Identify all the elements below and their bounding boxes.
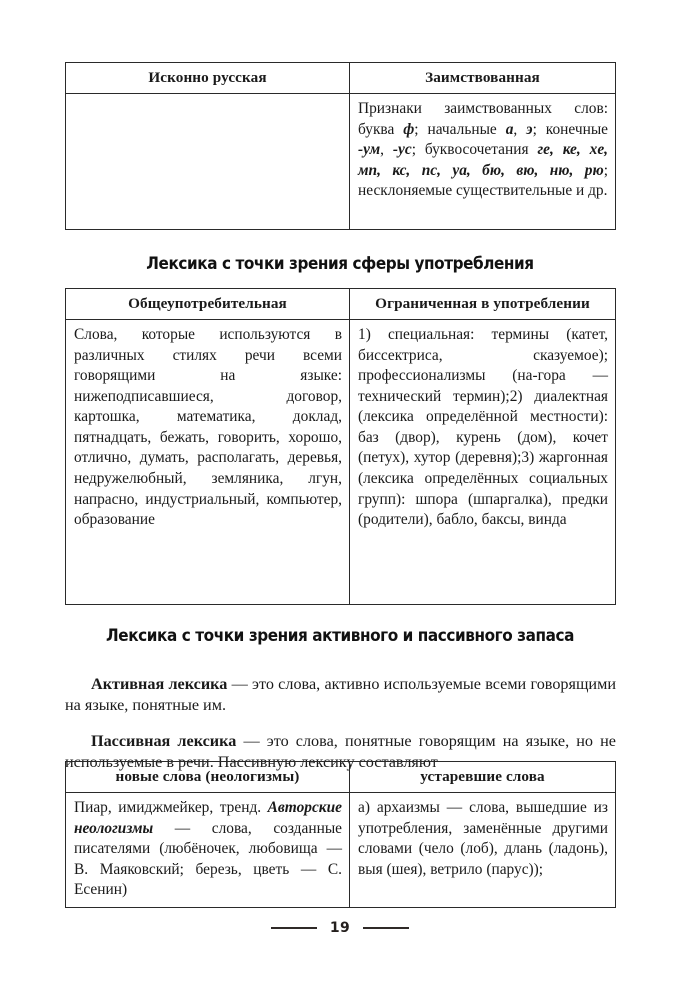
table-lexis-origin [65, 62, 616, 230]
cell-limited [350, 320, 616, 605]
page-footer [0, 920, 680, 936]
cell-borrowed [350, 94, 616, 230]
cell-limited-text: 1) специальная: термины (катет, биссектриса, сказуемое); профессионализмы (на-гора — технический термин);2) диалектная (лексика определённой местности): баз (двор), курень (дом), кочет (петух), хутор (деревня);3) жаргонная (лексика определённых социальных групп): шпора (шпаргалка), предки (родители), бабло, баксы, винда [358, 326, 609, 529]
column-header-native: Исконно русская [66, 63, 350, 94]
column-header-limited: Ограниченная в употреблении [350, 289, 616, 320]
cell-native-empty [66, 94, 350, 230]
paragraph-active-lexis [65, 674, 616, 716]
paragraph-passive-lexis-rest: — это слова, понятные говорящим на языке, но не используемые в речи. Пассивную лексику составляют [65, 732, 616, 772]
section-heading-stock: Лексика с точки зрения активного и пассивного запаса [106, 626, 574, 645]
column-header-obsolete: устаревшие слова [350, 762, 616, 793]
cell-neologisms [66, 793, 350, 908]
page-number: 19 [329, 920, 351, 936]
cell-obsolete-text: а) архаизмы — слова, вышедшие из употребления, заменённые другими словами (чело (лоб), длань (ладонь), выя (шея), ветрило (парус)); [358, 799, 608, 878]
table-body-row [66, 793, 616, 908]
column-header-common: Общеупотребительная [66, 289, 350, 320]
table-body-row [66, 94, 616, 230]
cell-common-text: Слова, которые используются в различных стилях речи всеми говорящими на языке: нижеподписавшиеся, договор, картошка, математика, доклад, пятнадцать, бежать, говорить, хорошо, отлично, думать, располагать, деревья, недружелюбный, земляника, лгун, напрасно, индустриальный, компьютер, образование [74, 326, 342, 529]
term-active-lexis: Активная лексика [91, 675, 228, 694]
cell-native-text [66, 94, 349, 105]
footer-rule-right [363, 927, 409, 929]
cell-borrowed-text: Признаки заимствованных слов: буква ф; начальные а, э; конечные -ум, -ус; буквосочетания ге, ке, хе, мп, кс, пс, уа, бю, вю, ню, рю; несклоняемые существительные и др. [358, 100, 609, 200]
table-header-row [66, 63, 616, 94]
table-header-row [66, 762, 616, 793]
cell-neologisms-text: Пиар, имиджмейкер, тренд. Авторские неологизмы — слова, созданные писателями (любёночек, любовища — В. Маяковский; березь, цветь — С. Есенин) [74, 799, 342, 899]
column-header-neologisms: новые слова (неологизмы) [66, 762, 350, 793]
term-passive-lexis: Пассивная лексика [91, 732, 237, 751]
column-header-borrowed: Заимствованная [350, 63, 616, 94]
cell-common [66, 320, 350, 605]
paragraph-active-lexis-rest: — это слова, активно используемые всеми говорящими на языке, понятные им. [65, 675, 616, 715]
table-lexis-usage [65, 288, 616, 605]
cell-obsolete [350, 793, 616, 908]
table-body-row [66, 320, 616, 605]
table-header-row [66, 289, 616, 320]
footer-rule-left [271, 927, 317, 929]
section-heading-usage: Лексика с точки зрения сферы употребления [146, 254, 534, 273]
table-lexis-stock [65, 761, 616, 908]
